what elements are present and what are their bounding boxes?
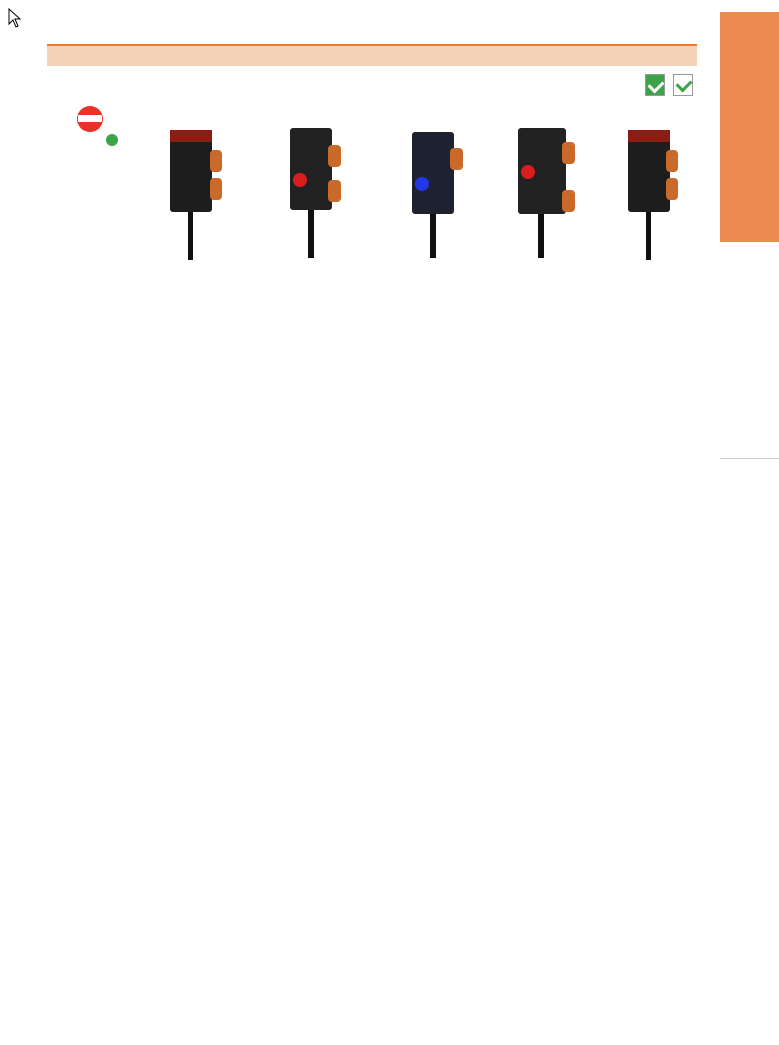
certifications [617, 74, 693, 96]
sensor-image-3 [412, 132, 463, 258]
qr-code[interactable] [50, 78, 136, 160]
side-section-title [720, 12, 779, 242]
mouse-pointer-icon [8, 8, 22, 28]
sensor-image-1 [170, 130, 222, 260]
rohs-icon [645, 74, 665, 96]
sensor-image-4 [518, 128, 575, 258]
product-photos [150, 120, 700, 260]
selection-guide-heading [720, 458, 779, 459]
series-header [47, 44, 697, 66]
sensor-image-5 [628, 130, 678, 260]
sensor-image-2 [290, 128, 341, 258]
reach-icon [673, 74, 693, 96]
